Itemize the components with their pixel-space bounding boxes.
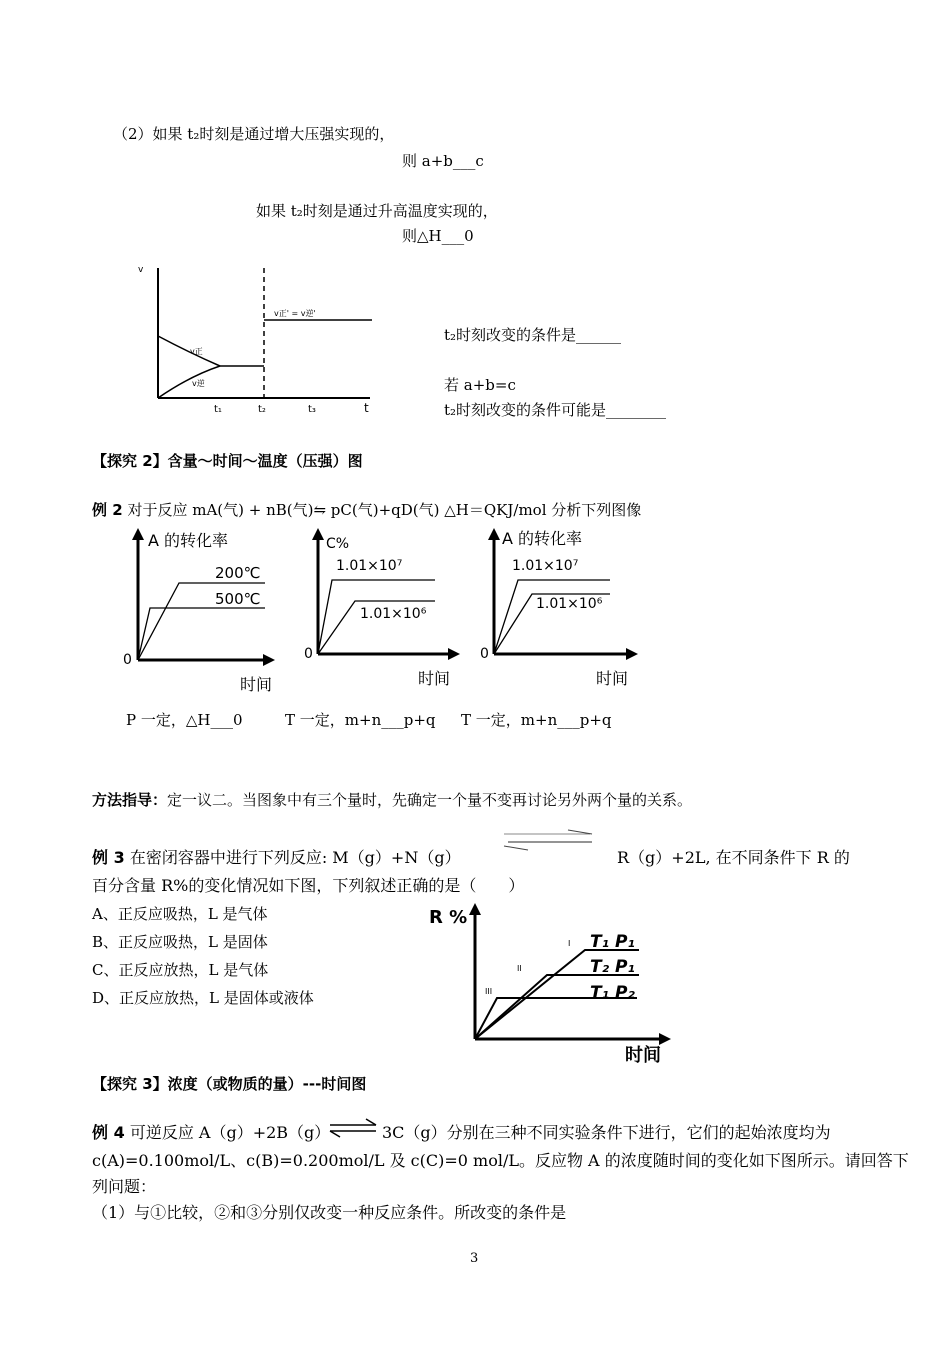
ex2-answer-1: P 一定，△H___0 bbox=[126, 711, 243, 729]
ex4-line2: c(A)=0.100mol/L、c(B)=0.200mol/L 及 c(C)=0 mol/L。反应物 A 的浓度随时间的变化如下图所示。请回答下 bbox=[92, 1151, 909, 1170]
chart4-mark-2: II bbox=[517, 964, 522, 973]
upper-rate-label: v正' = v逆' bbox=[274, 309, 316, 318]
tick-t: t bbox=[364, 401, 369, 415]
equilibrium-arrows-icon bbox=[498, 826, 598, 856]
ex3-label: 例 3 bbox=[92, 848, 125, 867]
side-question-2b: t₂时刻改变的条件可能是________ bbox=[444, 401, 667, 419]
chart1-origin: 0 bbox=[123, 652, 132, 668]
tick-t3: t₃ bbox=[308, 404, 316, 415]
ex3-option-d: D、正反应放热，L 是固体或液体 bbox=[92, 989, 314, 1007]
chart-1 bbox=[115, 526, 290, 696]
ex3-option-b: B、正反应吸热，L 是固体 bbox=[92, 933, 268, 951]
chart2-origin: 0 bbox=[304, 646, 313, 662]
chart-3 bbox=[478, 526, 653, 696]
reversible-arrow-icon bbox=[328, 1118, 380, 1138]
chart1-ylabel: A 的转化率 bbox=[148, 531, 229, 550]
side-question-2a: 若 a+b=c bbox=[444, 376, 516, 394]
tick-t1: t₁ bbox=[214, 404, 222, 415]
ex4-label: 例 4 bbox=[92, 1123, 125, 1142]
chart3-y-arrow bbox=[488, 528, 500, 540]
ex2-answer-3: T 一定，m+n___p+q bbox=[461, 711, 612, 729]
y-axis-label: v bbox=[138, 265, 144, 275]
chart-4 bbox=[425, 903, 685, 1068]
chart4-label-t1p1: T₁ P₁ bbox=[590, 932, 635, 952]
chart4-mark-3: III bbox=[485, 987, 493, 996]
ex3-text2: R（g）+2L, 在不同条件下 R 的 bbox=[617, 848, 850, 867]
chart2-xlabel: 时间 bbox=[418, 669, 451, 688]
q2-line4: 则△H___0 bbox=[402, 227, 474, 245]
chart2-x-arrow bbox=[448, 648, 460, 660]
ex3-option-c: C、正反应放热，L 是气体 bbox=[92, 961, 269, 979]
chart2-y-arrow bbox=[312, 528, 324, 540]
chart1-xlabel: 时间 bbox=[240, 675, 273, 694]
chart1-x-arrow bbox=[263, 654, 275, 666]
chart2-ylabel: C% bbox=[326, 536, 350, 552]
chart4-mark-1: I bbox=[568, 939, 571, 948]
chart4-label-t2p1: T₂ P₁ bbox=[590, 957, 635, 977]
explore3-title: 【探究 3】浓度（或物质的量）---时间图 bbox=[92, 1075, 367, 1093]
chart4-xlabel: 时间 bbox=[625, 1045, 661, 1066]
chart2-label-1e7: 1.01×10⁷ bbox=[336, 558, 403, 574]
reverse-rate-curve bbox=[158, 366, 220, 398]
chart1-series-500 bbox=[138, 608, 265, 660]
ex3-text1: 在密闭容器中进行下列反应: M（g）+N（g） bbox=[129, 848, 461, 867]
chart4-y-arrow bbox=[469, 903, 481, 915]
chart4-ylabel: R % bbox=[429, 907, 468, 928]
example2-text: 对于反应 mA(气) + nB(气)⇋ pC(气)+qD(气) △H＝QKJ/mol 分析下列图像 bbox=[127, 501, 642, 519]
chart3-xlabel: 时间 bbox=[596, 669, 629, 688]
forward-rate-label: v正 bbox=[190, 347, 203, 356]
explore2-title: 【探究 2】含量～时间～温度（压强）图 bbox=[92, 452, 363, 470]
chart4-label-t1p2: T₁ P₂ bbox=[590, 983, 635, 1003]
chart3-label-1e6: 1.01×10⁶ bbox=[536, 596, 603, 612]
ex4-line3: 列问题： bbox=[92, 1177, 157, 1196]
q2-line2: 则 a+b___c bbox=[402, 152, 484, 170]
page-number: 3 bbox=[470, 1251, 479, 1266]
ex2-answer-2: T 一定，m+n___p+q bbox=[285, 711, 436, 729]
side-question-1: t₂时刻改变的条件是______ bbox=[444, 326, 622, 344]
ex3-line2: 百分含量 R%的变化情况如下图，下列叙述正确的是（ ） bbox=[92, 876, 525, 895]
method-text: 定一议二。当图象中有三个量时，先确定一个量不变再讨论另外两个量的关系。 bbox=[167, 791, 693, 809]
chart3-x-arrow bbox=[626, 648, 638, 660]
chart4-x-arrow bbox=[659, 1033, 671, 1045]
example2-line bbox=[92, 499, 641, 520]
ex4-line4: （1）与①比较，②和③分别仅改变一种反应条件。所改变的条件是 bbox=[92, 1203, 567, 1222]
tick-t2: t₂ bbox=[258, 404, 266, 415]
example2-label: 例 2 bbox=[92, 501, 123, 519]
chart1-label-500: 500℃ bbox=[215, 590, 261, 608]
q2-line1: （2）如果 t₂时刻是通过增大压强实现的， bbox=[113, 125, 395, 143]
method-guide bbox=[92, 789, 692, 810]
method-label: 方法指导： bbox=[92, 791, 168, 809]
chart3-label-1e7: 1.01×10⁷ bbox=[512, 558, 579, 574]
forward-rate-curve bbox=[158, 336, 220, 366]
chart3-origin: 0 bbox=[480, 646, 489, 662]
chart3-ylabel: A 的转化率 bbox=[502, 529, 583, 548]
ex3-option-a: A、正反应吸热，L 是气体 bbox=[92, 905, 268, 923]
chart1-y-arrow bbox=[132, 528, 144, 540]
chart2-label-1e6: 1.01×10⁶ bbox=[360, 606, 427, 622]
ex4-text1: 可逆反应 A（g）+2B（g） bbox=[129, 1123, 331, 1142]
ex4-line1 bbox=[92, 1120, 330, 1143]
q2-line3: 如果 t₂时刻是通过升高温度实现的， bbox=[256, 202, 498, 220]
chart-2 bbox=[300, 526, 475, 696]
chart3-series-1e7 bbox=[494, 580, 610, 654]
ex4-text2: 3C（g）分别在三种不同实验条件下进行，它们的起始浓度均为 bbox=[382, 1123, 831, 1142]
vt-graph bbox=[130, 258, 390, 418]
chart1-label-200: 200℃ bbox=[215, 564, 261, 582]
ex3-line1 bbox=[92, 845, 461, 868]
reverse-rate-label: v逆 bbox=[192, 379, 205, 388]
